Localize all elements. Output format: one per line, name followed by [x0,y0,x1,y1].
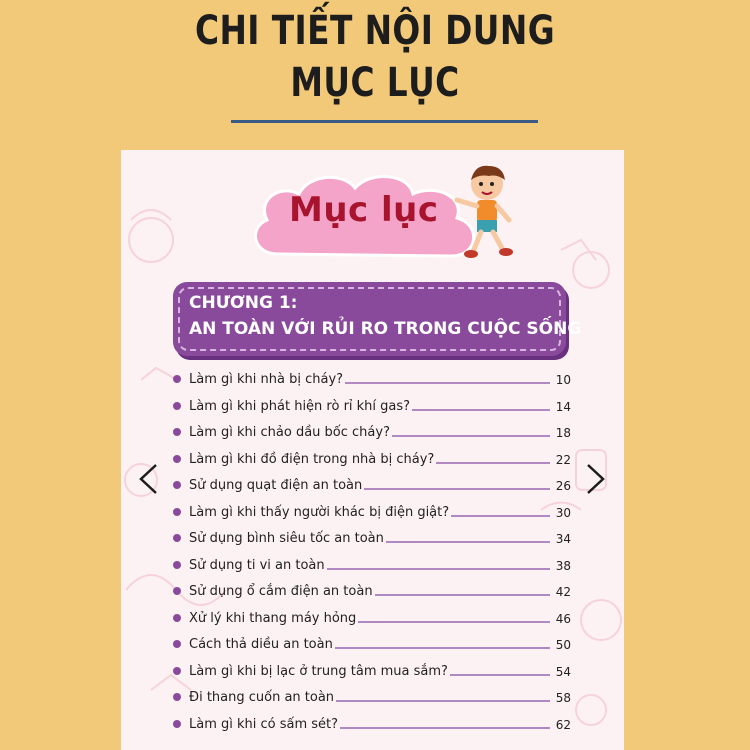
bullet-dot-icon [173,375,181,383]
bullet-dot-icon [173,561,181,569]
toc-leader-line [336,700,550,702]
toc-item-page: 54 [555,664,571,679]
toc-item[interactable] [173,421,571,441]
toc-item-title: Cách thả diều an toàn [189,637,333,652]
toc-item[interactable] [173,554,571,574]
toc-item-title: Sử dụng ti vi an toàn [189,557,325,573]
toc-item[interactable] [173,686,571,706]
toc-item-page: 26 [555,479,571,493]
toc-item-page: 58 [555,691,571,705]
toc-item[interactable] [173,527,571,547]
bullet-dot-icon [173,534,181,542]
bullet-dot-icon [173,720,181,728]
toc-item-page: 46 [555,611,571,626]
toc-item[interactable] [173,448,571,468]
toc-leader-line [436,462,550,464]
chevron-right-icon[interactable] [584,462,608,496]
bullet-dot-icon [173,428,181,436]
toc-item-page: 62 [555,717,571,732]
toc-item[interactable] [173,368,571,388]
toc-item[interactable] [173,660,571,680]
toc-item-title: Xử lý khi thang máy hỏng [189,610,357,626]
chapter-title: AN TOÀN VỚI RỦI RO TRONG CUỘC SỐNG [189,319,582,339]
toc-item-title: Làm gì khi chảo dầu bốc cháy? [189,425,390,440]
toc-leader-line [335,647,550,649]
chevron-left-icon[interactable] [136,462,160,496]
bullet-dot-icon [173,693,181,701]
bullet-dot-icon [173,640,181,648]
toc-leader-line [450,674,550,676]
toc-item[interactable] [173,633,571,653]
toc-leader-line [345,382,550,384]
toc-leader-line [451,515,550,517]
toc-item-title: Làm gì khi phát hiện rò rỉ khí gas? [189,398,411,414]
toc-item-page: 50 [555,638,571,652]
bullet-dot-icon [173,614,181,622]
header-divider [231,120,538,123]
boy-illustration [451,162,523,262]
toc-leader-line [327,568,550,570]
toc-item-page: 22 [555,452,571,467]
toc-item[interactable] [173,501,571,521]
toc-item-page: 38 [555,558,571,573]
toc-item-title: Sử dụng quạt điện an toàn [189,478,363,493]
toc-item-page: 30 [555,505,571,520]
toc-item-page: 34 [555,532,571,546]
toc-leader-line [358,621,550,623]
header-title-line2: MỤC LỤC [290,60,460,106]
toc-item[interactable] [173,713,571,733]
bullet-dot-icon [173,667,181,675]
toc-item-page: 42 [555,585,571,599]
toc-item[interactable] [173,607,571,627]
bullet-dot-icon [173,402,181,410]
toc-item-page: 18 [555,426,571,440]
toc-item-title: Làm gì khi bị lạc ở trung tâm mua sắm? [189,663,448,679]
toc-leader-line [340,727,550,729]
toc-leader-line [364,488,550,490]
toc-leader-line [375,594,550,596]
toc-leader-line [392,435,550,437]
toc-item[interactable] [173,474,571,494]
toc-item-title: Đi thang cuốn an toàn [189,690,335,705]
toc-item-title: Sử dụng ổ cắm điện an toàn [189,584,373,599]
book-page [121,150,624,750]
page-heading: Mục lục [289,190,439,230]
bullet-dot-icon [173,508,181,516]
toc-leader-line [412,409,550,411]
bullet-dot-icon [173,455,181,463]
toc-item[interactable] [173,395,571,415]
toc-item-page: 14 [555,399,571,414]
toc-item-page: 10 [555,373,571,387]
bullet-dot-icon [173,587,181,595]
toc-item-title: Làm gì khi nhà bị cháy? [189,372,344,387]
bullet-dot-icon [173,481,181,489]
chapter-number: CHƯƠNG 1: [189,293,298,313]
chapter-banner [173,282,582,356]
toc-item-title: Sử dụng bình siêu tốc an toàn [189,531,384,546]
toc-leader-line [386,541,550,543]
header-title-line1: CHI TIẾT NỘI DUNG [194,8,556,54]
toc-item-title: Làm gì khi thấy người khác bị điện giật? [189,504,450,520]
toc-item-title: Làm gì khi có sấm sét? [189,716,339,732]
toc-item-title: Làm gì khi đồ điện trong nhà bị cháy? [189,451,435,467]
toc-item[interactable] [173,580,571,600]
